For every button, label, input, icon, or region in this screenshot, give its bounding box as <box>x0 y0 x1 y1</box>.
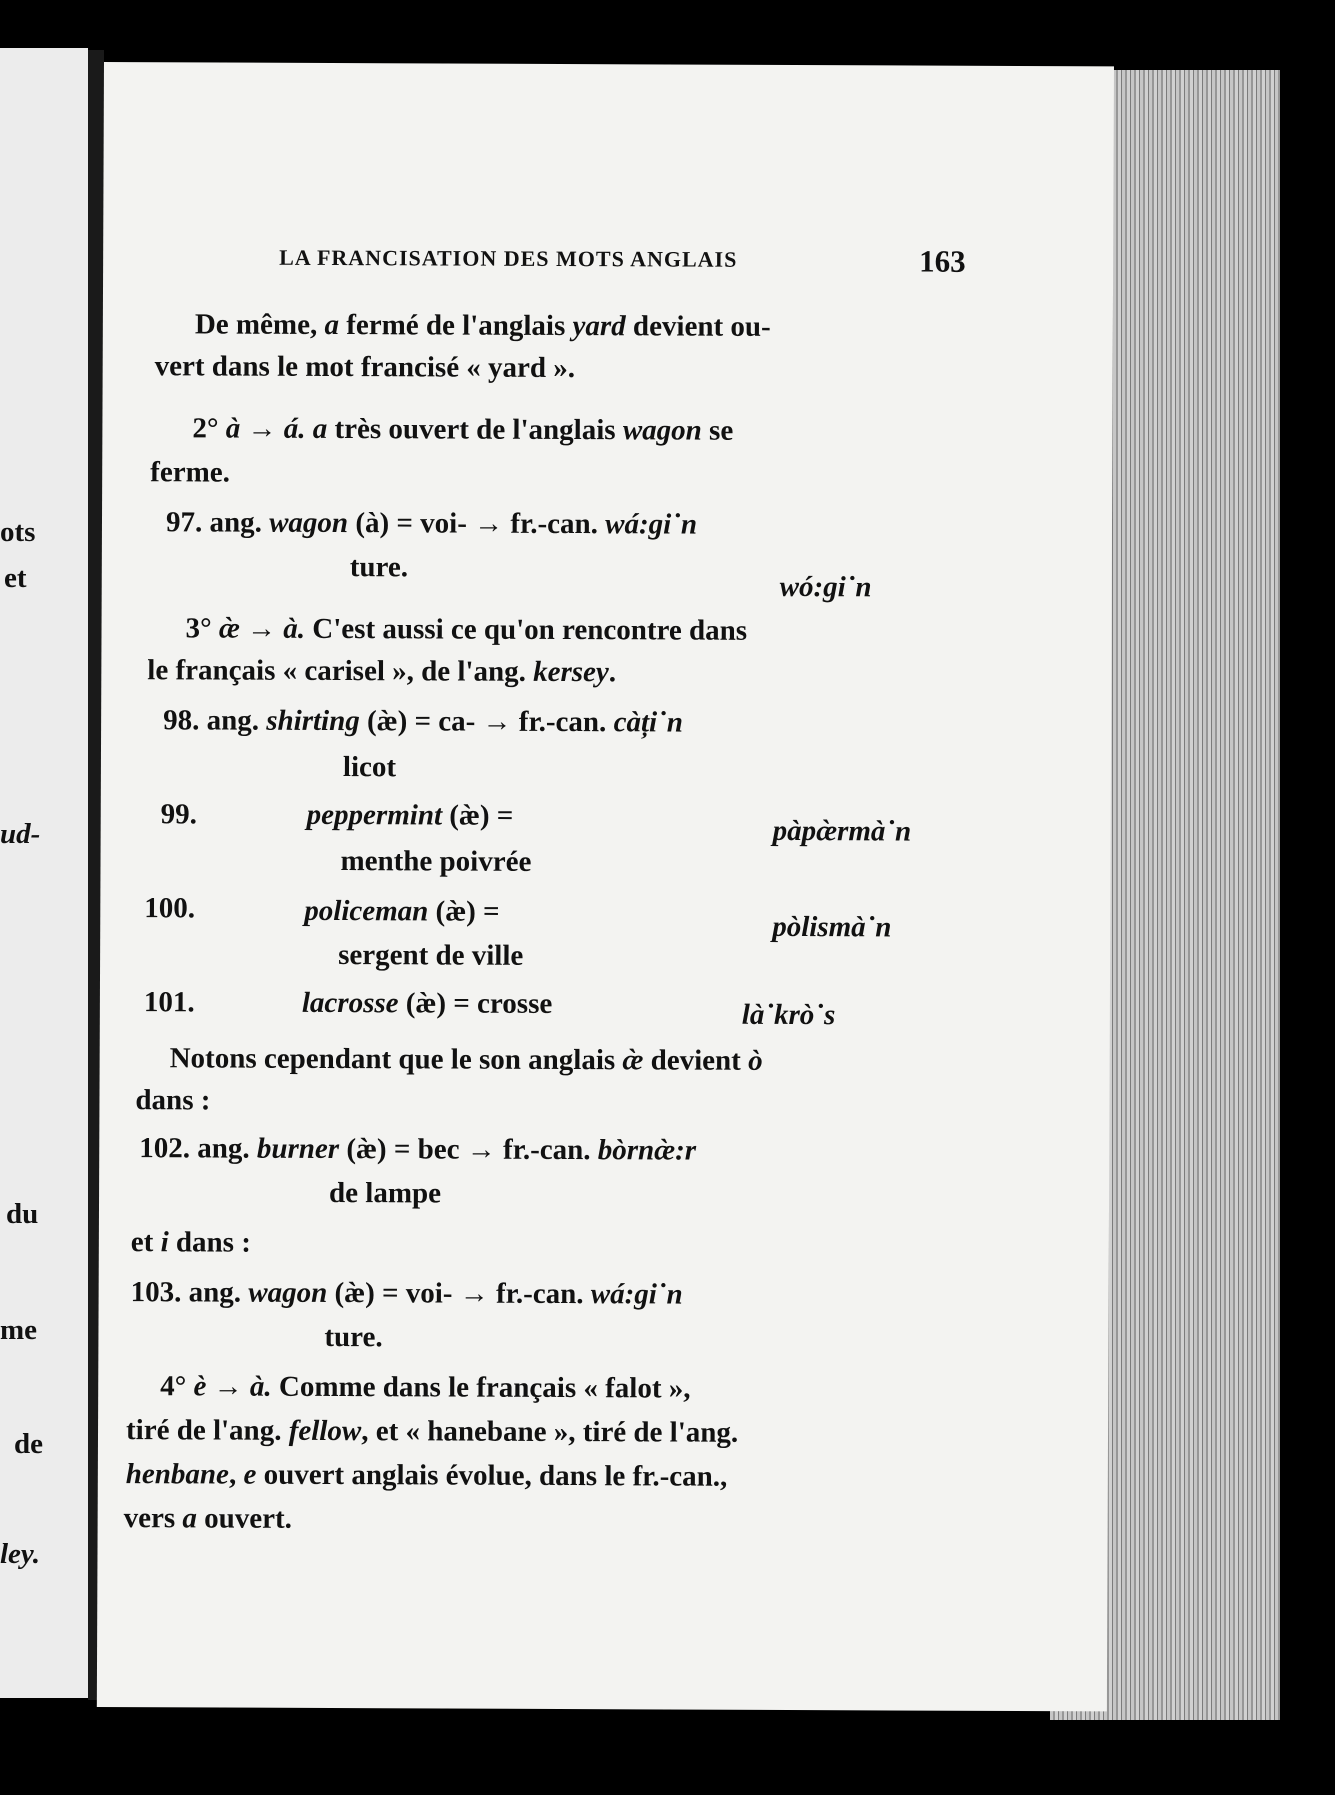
example-100: 100. <box>144 892 196 925</box>
text-line: ture. <box>324 1320 383 1354</box>
text-line: dans : <box>135 1084 211 1117</box>
margin-fragment: me <box>0 1314 38 1346</box>
text-line: peppermint (æ̀) = <box>306 798 514 832</box>
text-line: 2° à → á. a très ouvert de l'anglais wagon se <box>192 412 734 447</box>
margin-fragment: et <box>4 562 27 594</box>
example-98: 98. ang. shirting (æ̀) = ca- → fr.-can. càți˙n <box>163 704 683 739</box>
text-line: menthe poivrée <box>340 845 532 878</box>
text-line: De même, a fermé de l'anglais yard devient ou- <box>194 308 771 343</box>
book-page <box>97 62 1114 1711</box>
text-line: sergent de ville <box>338 939 524 972</box>
margin-fragment: ots <box>0 516 36 548</box>
text-line: wó:gi˙n <box>779 570 872 604</box>
example-103: 103. ang. wagon (æ̀) = voi- → fr.-can. wá:gi˙n <box>130 1276 683 1311</box>
running-title: LA FRANCISATION DES MOTS ANGLAIS <box>279 244 738 272</box>
text-line: et i dans : <box>130 1226 251 1259</box>
text-line: 3° æ̀ → à. C'est aussi ce qu'on rencontre dans <box>185 612 748 647</box>
left-page-edge <box>0 48 88 1698</box>
example-102: 102. ang. burner (æ̀) = bec → fr.-can. bòrnæ̀:r <box>139 1132 697 1167</box>
text-line: le français « carisel », de l'ang. kersey. <box>147 654 617 689</box>
text-line: ferme. <box>150 456 230 489</box>
margin-fragment: ud- <box>0 818 41 850</box>
page-number: 163 <box>919 243 966 279</box>
text-line: policeman (æ̀) = <box>304 894 500 928</box>
example-101: 101. <box>143 986 195 1019</box>
text-line: vert dans le mot francisé « yard ». <box>154 350 576 385</box>
example-97: 97. ang. wagon (à) = voi- → fr.-can. wá:gi˙n <box>165 506 698 541</box>
text-line: vers a ouvert. <box>123 1502 293 1535</box>
text-line: pòlismà˙n <box>772 910 892 944</box>
text-line: ture. <box>349 551 409 584</box>
text-line: lacrosse (æ̀) = crosse <box>301 986 553 1020</box>
text-line: tiré de l'ang. fellow, et « hanebane », tiré de l'ang. <box>125 1414 739 1449</box>
margin-fragment: ley. <box>0 1538 40 1570</box>
margin-fragment: de <box>14 1428 43 1460</box>
text-line: pàpæ̀rmà˙n <box>772 814 912 848</box>
text-line: licot <box>342 751 397 784</box>
margin-fragment: du <box>6 1198 39 1230</box>
text-line: là˙krò˙s <box>741 998 836 1032</box>
example-99: 99. <box>160 798 198 831</box>
text-line: de lampe <box>328 1176 442 1210</box>
text-line: Notons cependant que le son anglais æ̀ devient ò <box>169 1042 763 1077</box>
text-line: 4° è → à. Comme dans le français « falot », <box>160 1370 691 1405</box>
text-line: henbane, e ouvert anglais évolue, dans le fr.-can., <box>125 1458 728 1493</box>
